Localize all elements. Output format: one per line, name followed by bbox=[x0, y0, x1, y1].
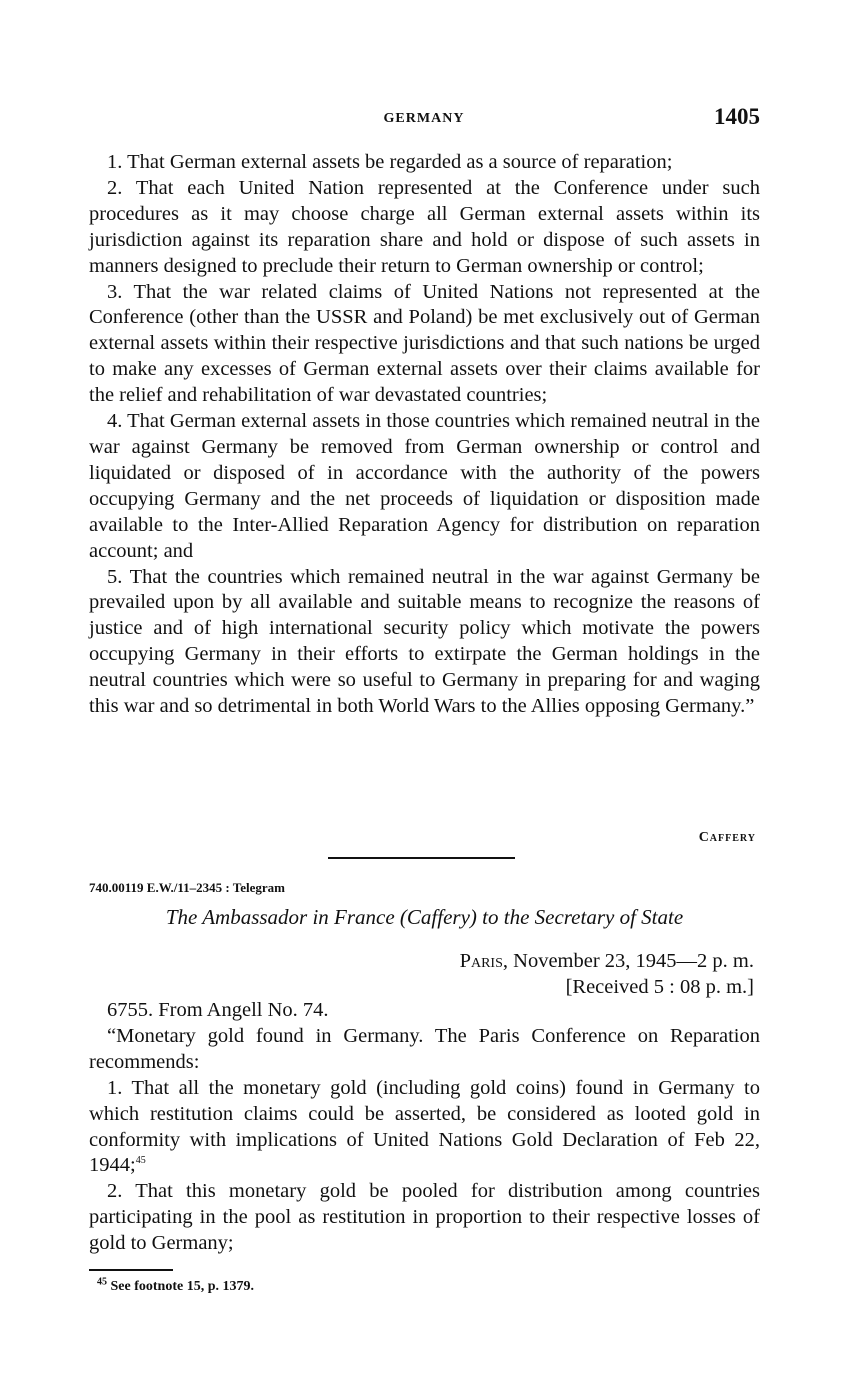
continued-recommendations bbox=[89, 150, 760, 720]
footnote-text: See footnote 15, p. 1379. bbox=[107, 1279, 254, 1294]
page-number: 1405 bbox=[714, 104, 760, 129]
running-title: GERMANY bbox=[383, 111, 465, 126]
recommendation-item: 3. That the war related claims of United Nations not represented at the Conference (other than the USSR and Poland) be met exclusively out of German external assets within their respective jurisdictions and that such nations be urged to make any excesses of German external assets over their claims available for the relief and rehabilitation of war devastated countries; bbox=[89, 280, 760, 407]
recommendation-item: 4. That German external assets in those countries which remained neutral in the war against Germany be removed from German ownership or control and liquidated or disposed of in accordance with the authority of the powers occupying Germany and the net proceeds of liquidation or disposition made available to the Inter-Allied Reparation Agency for distribution on reparation account; and bbox=[89, 410, 760, 562]
received-line: [Received 5 : 08 p. m.] bbox=[565, 976, 754, 998]
footnote-rule bbox=[89, 1269, 173, 1271]
telegram-paragraph: 6755. From Angell No. 74. bbox=[107, 999, 329, 1021]
document-title: The Ambassador in France (Caffery) to the Secretary of State bbox=[165, 905, 684, 929]
telegram-body bbox=[89, 998, 760, 1257]
dateline bbox=[460, 948, 754, 1000]
section-divider bbox=[328, 857, 515, 859]
place: Paris, bbox=[459, 950, 509, 972]
telegram-paragraph: 2. That this monetary gold be pooled for distribution among countries participating in the pool as restitution in proportion to their respective losses of gold to Germany; bbox=[89, 1180, 760, 1255]
recommendation-item: 1. That German external assets be regarded as a source of reparation; bbox=[107, 151, 673, 173]
recommendation-item: 2. That each United Nation represented at the Conference under such procedures as it may choose charge all German external assets within its jurisdiction against its reparation share and hold or dispose of such assets in manners designed to preclude their return to German ownership or control; bbox=[89, 176, 760, 277]
file-number: 740.00119 E.W./11–2345 : Telegram bbox=[89, 880, 285, 895]
signature: Caffery bbox=[698, 830, 756, 845]
date: November 23, 1945—2 p. m. bbox=[508, 950, 754, 972]
telegram-paragraph bbox=[89, 1076, 760, 1180]
footnote bbox=[97, 1276, 254, 1295]
footnote-reference: 45 bbox=[135, 1155, 146, 1167]
recommendation-item: 5. That the countries which remained neutral in the war against Germany be prevailed upon by all available and suitable means to recognize the reasons of justice and of high international security policy which motivate the powers occupying Germany in their efforts to extirpate the German holdings in the neutral countries which were so useful to Germany in preparing for and waging this war and so detrimental in both World Wars to the Allies opposing Germany.” bbox=[89, 565, 760, 718]
telegram-paragraph: “Monetary gold found in Germany. The Paris Conference on Reparation recommends: bbox=[89, 1024, 760, 1073]
telegram-paragraph-text: 1. That all the monetary gold (including gold coins) found in Germany to which restitution claims could be asserted, be considered as looted gold in conformity with implications of United Nations Gold Declaration of Feb 22, 1944; bbox=[89, 1076, 760, 1177]
page-header bbox=[88, 104, 760, 134]
footnote-marker: 45 bbox=[97, 1276, 107, 1288]
date-line bbox=[460, 948, 754, 974]
